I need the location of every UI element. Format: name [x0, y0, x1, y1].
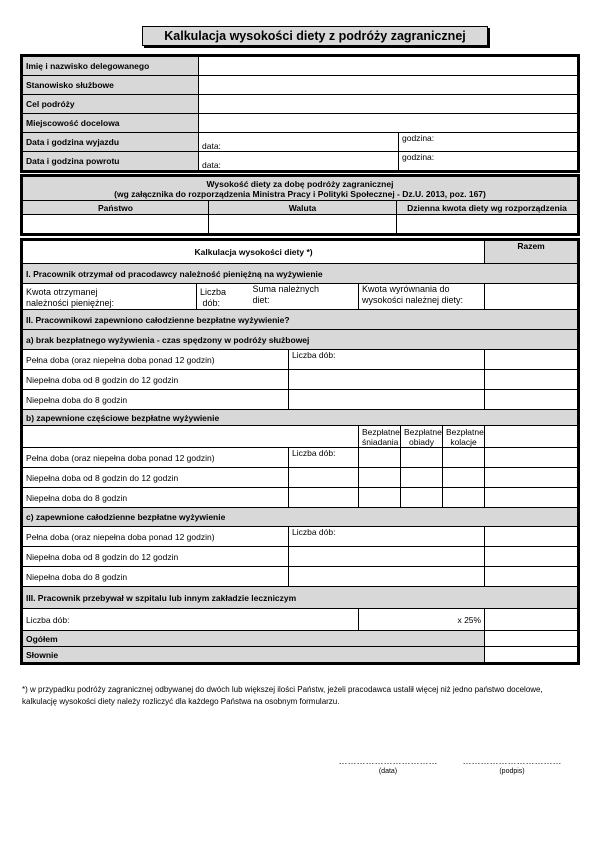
- section-1-total[interactable]: [485, 284, 578, 310]
- total-2c-8[interactable]: [485, 567, 578, 587]
- date-signature-block: …………………………… (data): [332, 756, 444, 775]
- total-hospital[interactable]: [485, 609, 578, 631]
- supper-2b-8[interactable]: [443, 488, 485, 508]
- label-name: Imię i nazwisko delegowanego: [23, 57, 199, 76]
- section-3: III. Pracownik przebywał w szpitalu lub innym zakładzie leczniczym: [23, 587, 578, 609]
- col-amount: Dzienna kwota diety wg rozporządzenia: [397, 201, 578, 215]
- label-departure: Data i godzina wyjazdu: [23, 133, 199, 152]
- adjustment-label[interactable]: Kwota wyrównania do wysokości należnej diety:: [359, 284, 485, 310]
- return-date-field[interactable]: data:: [199, 152, 399, 171]
- section-1: I. Pracownik otrzymał od pracodawcy należność pieniężną na wyżywienie: [23, 264, 578, 284]
- signature-caption: (podpis): [499, 768, 525, 775]
- label-purpose: Cel podróży: [23, 95, 199, 114]
- received-amount-label[interactable]: Kwota otrzymanej należności pieniężnej:: [23, 284, 197, 310]
- label-position: Stanowisko służbowe: [23, 76, 199, 95]
- departure-time-field[interactable]: godzina:: [399, 133, 578, 152]
- row-2c-full: Pełna doba (oraz niepełna doba ponad 12 godzin): [23, 527, 289, 547]
- position-field[interactable]: [199, 76, 578, 95]
- supper-2b-full[interactable]: [443, 448, 485, 468]
- footnote: *) w przypadku podróży zagranicznej odbywanej do dwóch lub większej ilości Państw, jeżeli pracodawca ustalił więcej niż jedno państwo docelowe, kalkulację wysokości diety należy rozliczyć dla każdego Państwa na osobnym formularzu.: [22, 685, 543, 706]
- row-2c-8-12: Niepełna doba od 8 godzin do 12 godzin: [23, 547, 289, 567]
- row-2a-full: Pełna doba (oraz niepełna doba ponad 12 godzin): [23, 350, 289, 370]
- label-return: Data i godzina powrotu: [23, 152, 199, 171]
- departure-date-field[interactable]: data:: [199, 133, 399, 152]
- form-title: Kalkulacja wysokości diety z podróży zagranicznej: [142, 26, 488, 46]
- calculation-heading: Kalkulacja wysokości diety *): [23, 241, 485, 264]
- in-words-label: Słownie: [23, 647, 485, 663]
- days-2b-full[interactable]: Liczba dób:: [289, 448, 359, 468]
- lunch-2b-full[interactable]: [401, 448, 443, 468]
- total-2a-8[interactable]: [485, 390, 578, 410]
- total-2b-8-12[interactable]: [485, 468, 578, 488]
- breakfast-2b-full[interactable]: [359, 448, 401, 468]
- hospital-percent: x 25%: [359, 609, 485, 631]
- rate-table: [22, 176, 578, 234]
- due-sum-label[interactable]: Suma należnych diet:: [253, 284, 359, 310]
- hospital-days[interactable]: Liczba dób:: [23, 609, 359, 631]
- total-header: Razem: [485, 241, 578, 264]
- days-2b-8-12[interactable]: [289, 468, 359, 488]
- place-field[interactable]: [199, 114, 578, 133]
- total-2b-8[interactable]: [485, 488, 578, 508]
- breakfast-2b-8-12[interactable]: [359, 468, 401, 488]
- section-2a: a) brak bezpłatnego wyżywienia - czas spędzony w podróży służbowej: [23, 330, 578, 350]
- days-2c-full[interactable]: Liczba dób:: [289, 527, 485, 547]
- purpose-field[interactable]: [199, 95, 578, 114]
- grand-total-field[interactable]: [485, 631, 578, 647]
- currency-field[interactable]: [209, 215, 397, 234]
- in-words-field[interactable]: [485, 647, 578, 663]
- days-2a-8-12[interactable]: [289, 370, 485, 390]
- country-field[interactable]: [23, 215, 209, 234]
- lunch-2b-8-12[interactable]: [401, 468, 443, 488]
- section-2b: b) zapewnione częściowe bezpłatne wyżywienie: [23, 410, 578, 426]
- days-2c-8[interactable]: [289, 567, 485, 587]
- col-supper: Bezpłatne kolacje: [443, 426, 485, 448]
- grand-total-label: Ogółem: [23, 631, 485, 647]
- signature-block: …………………………… (podpis): [456, 756, 568, 775]
- section-2c: c) zapewnione całodzienne bezpłatne wyżywienie: [23, 508, 578, 527]
- total-2a-full[interactable]: [485, 350, 578, 370]
- return-time-field[interactable]: godzina:: [399, 152, 578, 171]
- col-lunch: Bezpłatne obiady: [401, 426, 443, 448]
- row-2b-full: Pełna doba (oraz niepełna doba ponad 12 godzin): [23, 448, 289, 468]
- days-count-label[interactable]: Liczba dób:: [197, 284, 253, 310]
- calculation-table: [22, 240, 578, 663]
- total-2b-full[interactable]: [485, 448, 578, 468]
- days-2a-full[interactable]: Liczba dób:: [289, 350, 485, 370]
- rate-heading: Wysokość diety za dobę podróży zagranicznej (wg załącznika do rozporządzenia Ministra Pracy i Polityki Społecznej - Dz.U. 2013, poz. 167): [23, 177, 578, 201]
- row-2b-8-12: Niepełna doba od 8 godzin do 12 godzin: [23, 468, 289, 488]
- days-2c-8-12[interactable]: [289, 547, 485, 567]
- section-2: II. Pracownikowi zapewniono całodzienne bezpłatne wyżywienie?: [23, 310, 578, 330]
- days-2a-8[interactable]: [289, 390, 485, 410]
- row-2b-8: Niepełna doba do 8 godzin: [23, 488, 289, 508]
- days-2b-8[interactable]: [289, 488, 359, 508]
- total-2c-full[interactable]: [485, 527, 578, 547]
- name-field[interactable]: [199, 57, 578, 76]
- lunch-2b-8[interactable]: [401, 488, 443, 508]
- row-2a-8-12: Niepełna doba od 8 godzin do 12 godzin: [23, 370, 289, 390]
- label-place: Miejscowość docelowa: [23, 114, 199, 133]
- row-2c-8: Niepełna doba do 8 godzin: [23, 567, 289, 587]
- date-caption: (data): [378, 768, 398, 775]
- personal-data-table: [22, 56, 578, 171]
- breakfast-2b-8[interactable]: [359, 488, 401, 508]
- row-2a-8: Niepełna doba do 8 godzin: [23, 390, 289, 410]
- col-currency: Waluta: [209, 201, 397, 215]
- col-breakfast: Bezpłatne śniadania: [359, 426, 401, 448]
- total-2a-8-12[interactable]: [485, 370, 578, 390]
- amount-field[interactable]: [397, 215, 578, 234]
- col-country: Państwo: [23, 201, 209, 215]
- supper-2b-8-12[interactable]: [443, 468, 485, 488]
- total-2c-8-12[interactable]: [485, 547, 578, 567]
